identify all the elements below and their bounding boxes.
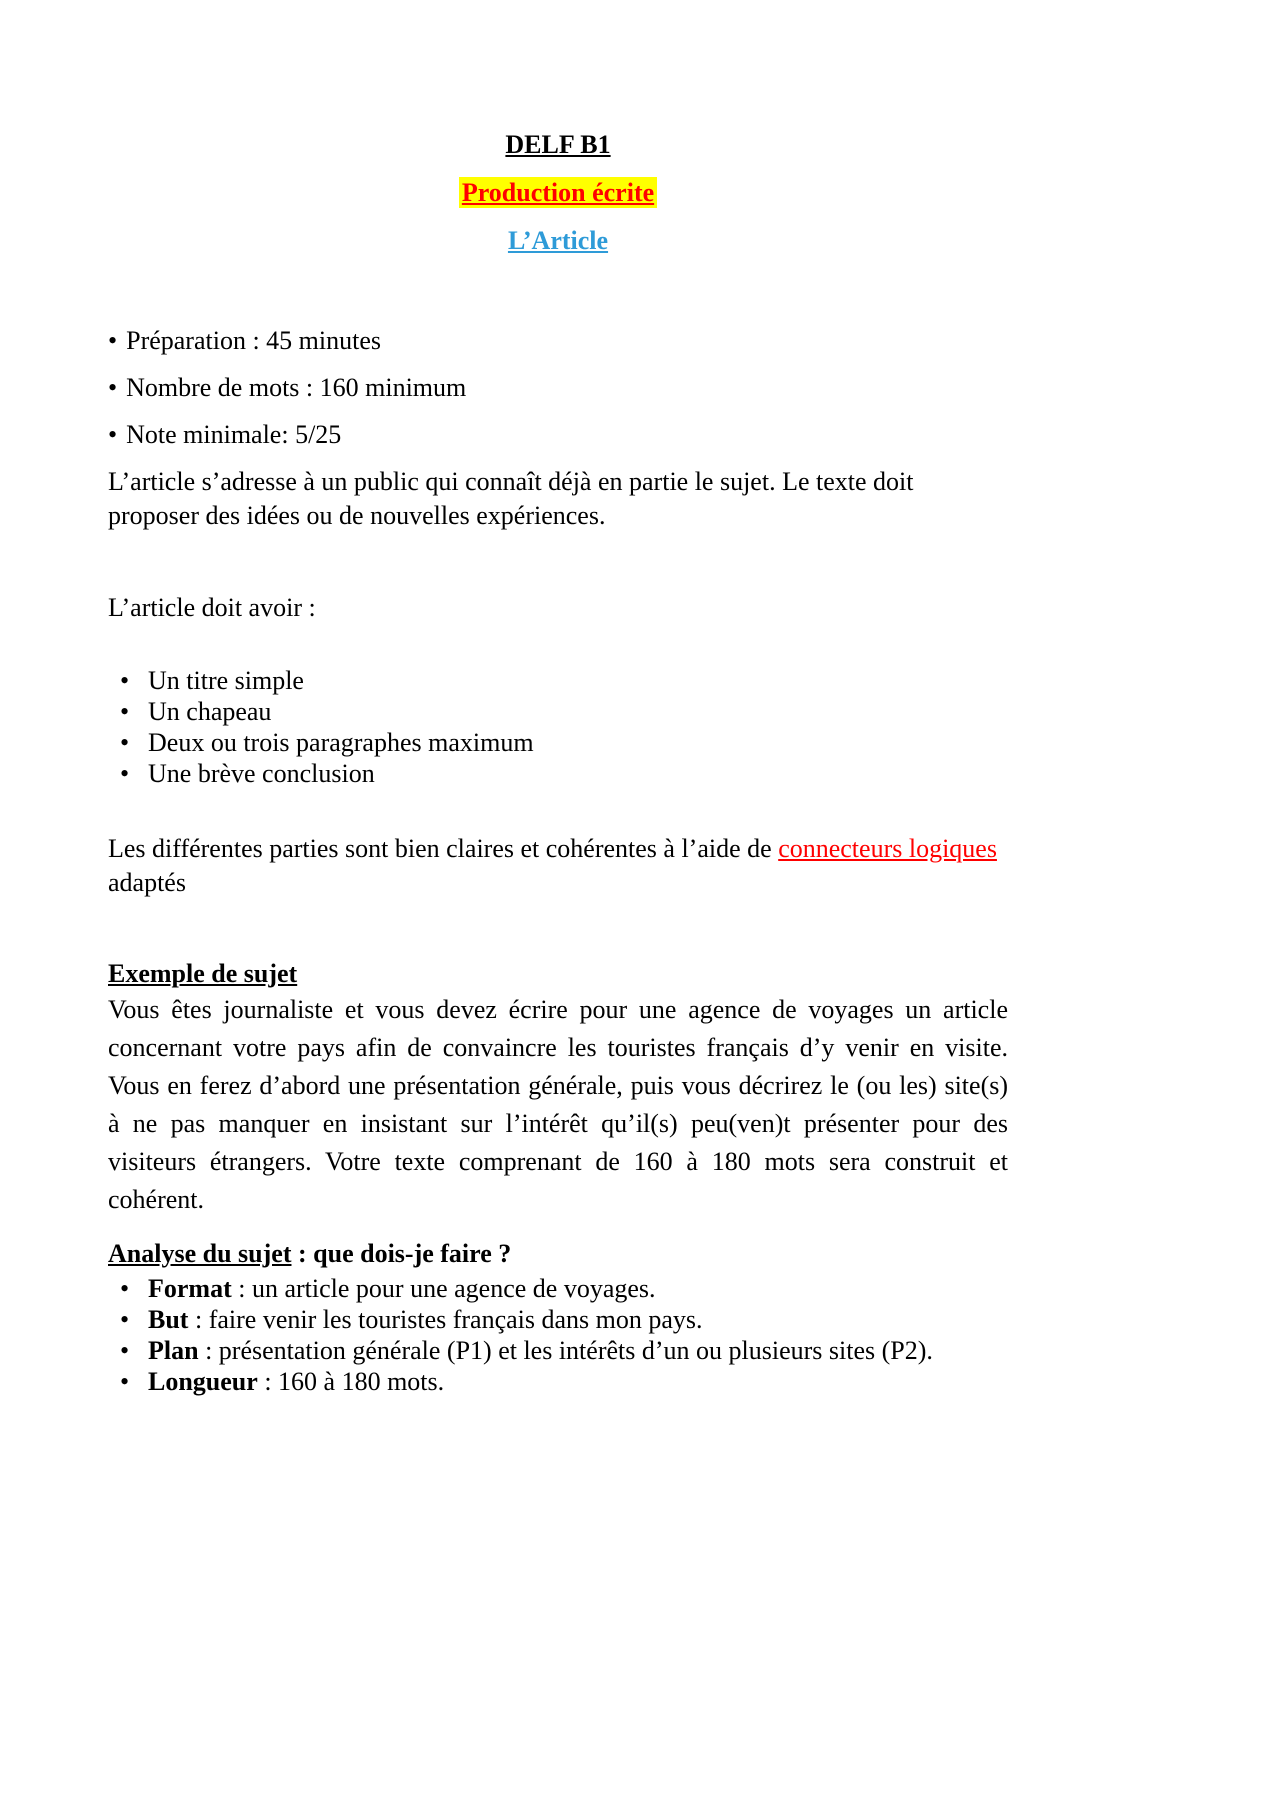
coherence-text-before: Les différentes parties sont bien claires et cohérentes à l’aide de <box>108 834 779 863</box>
document-title-text: DELF B1 <box>505 130 611 159</box>
bullet-marker: • <box>108 420 118 449</box>
list-item-text: Deux ou trois paragraphes maximum <box>148 728 534 757</box>
meta-word-count <box>108 371 1008 405</box>
meta-minimum-grade <box>108 418 1008 452</box>
document-subtitle <box>108 176 1008 210</box>
meta-preparation-text: Préparation : 45 minutes <box>126 326 382 355</box>
list-item <box>108 758 1008 789</box>
analysis-item-text: : 160 à 180 mots. <box>257 1367 445 1396</box>
example-heading <box>108 957 1008 991</box>
intro-paragraph: L’article s’adresse à un public qui connaît déjà en partie le sujet. Le texte doit proposer des idées ou de nouvelles expériences. <box>108 467 914 530</box>
list-item <box>108 665 1008 696</box>
meta-minimum-grade-text: Note minimale: 5/25 <box>126 420 342 449</box>
list-item <box>108 696 1008 727</box>
meta-preparation <box>108 324 1008 358</box>
analysis-heading <box>108 1237 1008 1271</box>
analysis-heading-rest: : que dois-je faire ? <box>291 1239 512 1268</box>
list-item <box>108 1335 1008 1366</box>
list-item-text: Un titre simple <box>148 666 304 695</box>
analysis-item-label: Format <box>148 1274 232 1303</box>
list-item-text: Une brève conclusion <box>148 759 375 788</box>
analysis-item-label: Longueur <box>148 1367 258 1396</box>
analysis-heading-underlined: Analyse du sujet <box>108 1239 292 1268</box>
bullet-marker: • <box>108 373 118 402</box>
document-title <box>108 128 1008 162</box>
list-item <box>108 727 1008 758</box>
article-link[interactable]: L’Article <box>507 226 609 255</box>
connecteurs-logiques-link[interactable]: connecteurs logiques <box>778 834 997 863</box>
bullet-marker: • <box>108 326 118 355</box>
example-paragraph: Vous êtes journaliste et vous devez écrire pour une agence de voyages un article concernant votre pays afin de convaincre les touristes français d’y venir en visite. Vous en ferez d’abord une présentation générale, puis vous décrirez le (ou les) site(s) à ne pas manquer en insistant sur l’intérêt qu’il(s) peu(ven)t présenter pour des visiteurs étrangers. Votre texte comprenant de 160 à 180 mots sera construit et cohérent. <box>108 995 1008 1214</box>
coherence-text-after: adaptés <box>108 868 186 897</box>
structure-intro: L’article doit avoir : <box>108 593 316 622</box>
meta-word-count-text: Nombre de mots : 160 minimum <box>126 373 467 402</box>
analysis-item-text: : un article pour une agence de voyages. <box>231 1274 656 1303</box>
list-item <box>108 1304 1008 1335</box>
analysis-list <box>108 1273 1008 1397</box>
list-item <box>108 1273 1008 1304</box>
article-structure-list <box>108 665 1008 789</box>
analysis-item-text: : présentation générale (P1) et les intérêts d’un ou plusieurs sites (P2). <box>198 1336 933 1365</box>
analysis-item-label: Plan <box>148 1336 199 1365</box>
document-subtitle-text: Production écrite <box>459 177 657 208</box>
section-heading <box>108 224 1008 258</box>
analysis-item-label: But <box>148 1305 189 1334</box>
analysis-item-text: : faire venir les touristes français dans mon pays. <box>188 1305 703 1334</box>
coherence-paragraph <box>108 832 1008 900</box>
list-item-text: Un chapeau <box>148 697 272 726</box>
list-item <box>108 1366 1008 1397</box>
example-heading-text: Exemple de sujet <box>108 959 298 988</box>
